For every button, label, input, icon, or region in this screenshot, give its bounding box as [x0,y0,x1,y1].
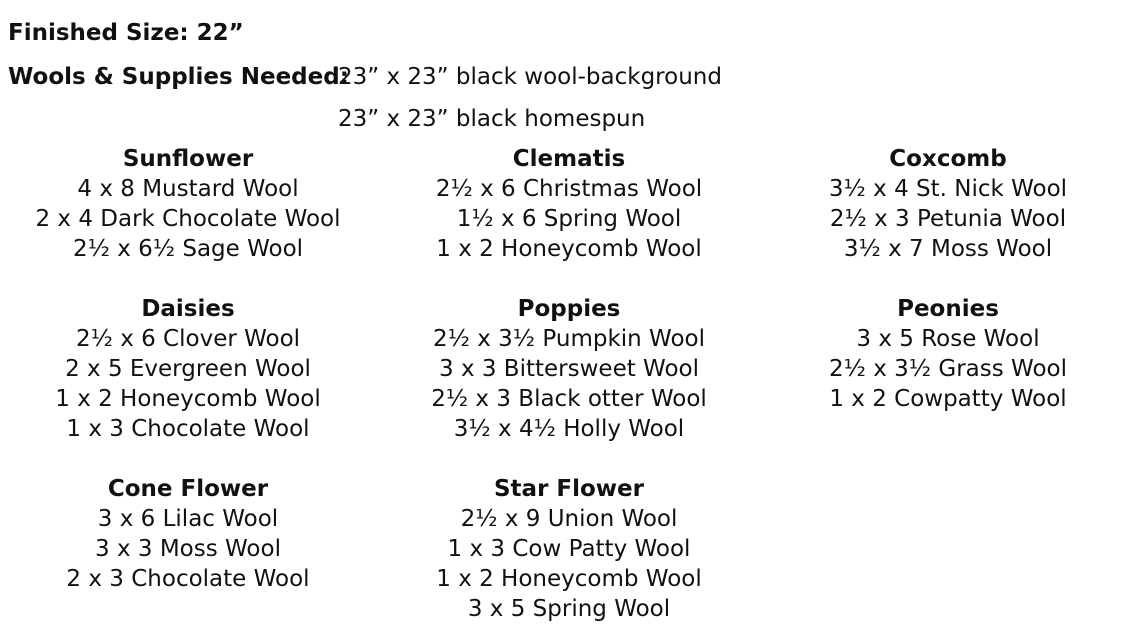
section-sunflower [23,144,353,264]
list-item: 2 x 4 Dark Chocolate Wool [35,206,341,232]
section-cone-flower [23,474,353,594]
list-item: 2½ x 9 Union Wool [460,506,678,532]
list-item: 2½ x 3 Black otter Wool [431,386,707,412]
list-item: 2 x 5 Evergreen Wool [65,356,311,382]
list-item: 1 x 2 Honeycomb Wool [436,566,702,592]
section-daisies [23,294,353,444]
list-item: 1 x 2 Honeycomb Wool [55,386,321,412]
section-title: Peonies [897,296,999,322]
section-title: Clematis [512,146,626,172]
section-title: Star Flower [493,476,645,502]
list-item: 2½ x 3 Petunia Wool [829,206,1067,232]
section-coxcomb [783,144,1113,264]
list-item: 3½ x 4 St. Nick Wool [828,176,1068,202]
list-item: 1 x 3 Cow Patty Wool [447,536,691,562]
section-title: Daisies [141,296,235,322]
list-item: 1½ x 6 Spring Wool [456,206,682,232]
list-item: 3 x 5 Spring Wool [467,596,671,622]
list-item: 3 x 3 Moss Wool [95,536,281,562]
list-item: 2 x 3 Chocolate Wool [66,566,310,592]
list-item: 1 x 2 Cowpatty Wool [829,386,1067,412]
section-title: Cone Flower [107,476,269,502]
supply-background: 23” x 23” black wool-background [338,64,722,90]
list-item: 2½ x 6½ Sage Wool [72,236,304,262]
list-item: 2½ x 6 Clover Wool [75,326,301,352]
list-item: 1 x 2 Honeycomb Wool [436,236,702,262]
section-title: Sunflower [122,146,254,172]
list-item: 2½ x 3½ Grass Wool [829,356,1067,382]
list-item: 3 x 3 Bittersweet Wool [439,356,699,382]
list-item: 3 x 6 Lilac Wool [97,506,279,532]
section-star-flower [404,474,734,624]
finished-size: Finished Size: 22” [8,20,244,46]
list-item: 2½ x 3½ Pumpkin Wool [433,326,705,352]
list-item: 3½ x 7 Moss Wool [843,236,1053,262]
section-title: Coxcomb [889,146,1007,172]
section-peonies [783,294,1113,414]
list-item: 2½ x 6 Christmas Wool [435,176,703,202]
section-clematis [404,144,734,264]
list-item: 3 x 5 Rose Wool [856,326,1040,352]
section-poppies [404,294,734,444]
wools-supplies-label: Wools & Supplies Needed: [8,64,349,90]
list-item: 1 x 3 Chocolate Wool [66,416,310,442]
list-item: 3½ x 4½ Holly Wool [453,416,685,442]
supply-homespun: 23” x 23” black homespun [338,106,646,132]
list-item: 4 x 8 Mustard Wool [77,176,299,202]
section-title: Poppies [517,296,621,322]
